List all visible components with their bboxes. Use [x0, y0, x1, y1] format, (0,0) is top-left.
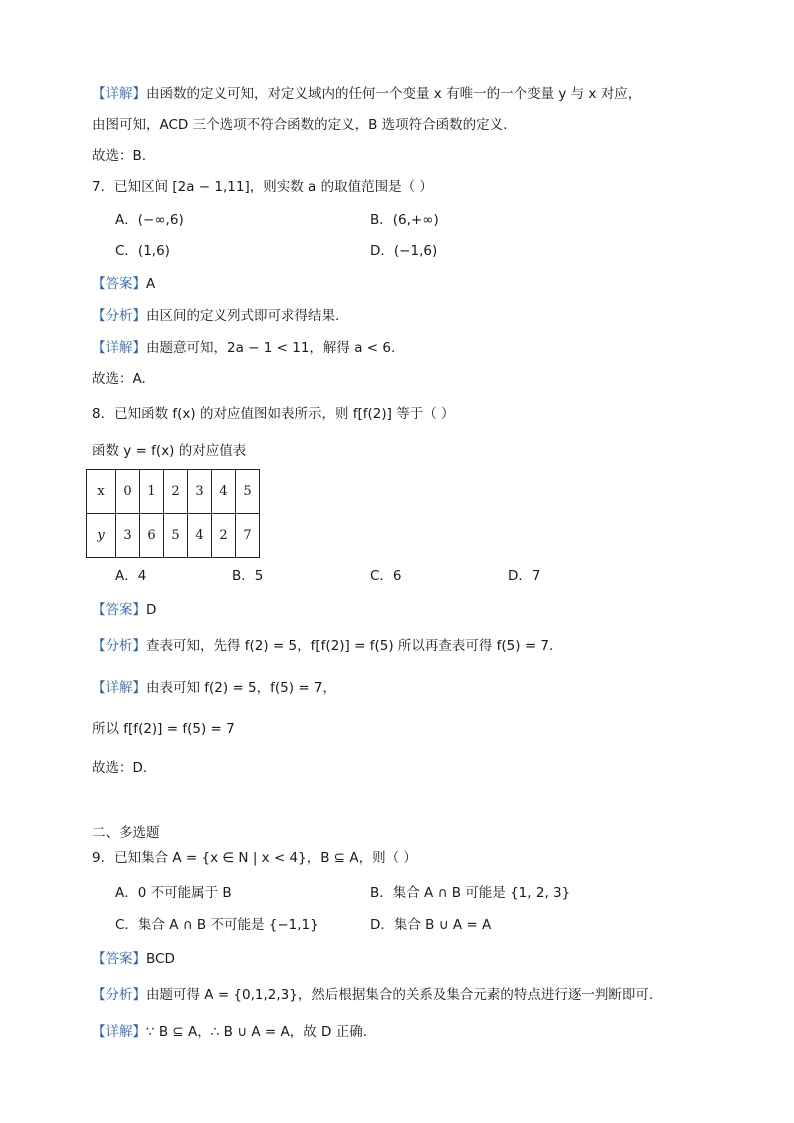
q7-answer: A [146, 276, 156, 292]
detail-tag: 【详解】 [92, 680, 146, 696]
q8-analysis: 查表可知，先得 f(2) = 5，f[f(2)] = f(5) 所以再查表可得 f(5) = 7. [146, 638, 554, 654]
choose-line: 故选：B. [92, 148, 147, 164]
q8-option-b: B．5 [232, 568, 264, 584]
q8-option-d: D．7 [508, 568, 541, 584]
table-cell: 4 [188, 514, 212, 558]
q8-choose: 故选：D. [92, 760, 148, 776]
q7-analysis: 由区间的定义列式即可求得结果. [146, 308, 340, 324]
table-row [87, 514, 260, 558]
q8-analysis-line [92, 636, 553, 656]
analysis-tag: 【分析】 [92, 308, 146, 324]
detail-tag: 【详解】 [92, 1024, 146, 1040]
q7-detail: 由题意可知，2a − 1 < 11，解得 a < 6. [146, 340, 396, 356]
q7-option-d: D．(−1,6) [370, 243, 438, 259]
q8-option-a: A．4 [115, 568, 147, 584]
table-header-x: x [87, 470, 116, 514]
q9-stem: 9．已知集合 A = {x ∈ N | x < 4}，B ⊆ A，则（ ） [92, 850, 417, 866]
q7-choose: 故选：A. [92, 371, 146, 387]
q9-option-d: D．集合 B ∪ A = A [370, 917, 492, 933]
answer-tag: 【答案】 [92, 951, 146, 967]
q9-analysis: 由题可得 A = {0,1,2,3}，然后根据集合的关系及集合元素的特点进行逐一判断即可. [146, 987, 654, 1003]
table-cell: 5 [164, 514, 188, 558]
q8-stem: 8．已知函数 f(x) 的对应值图如表所示，则 f[f(2)] 等于（ ） [92, 406, 455, 422]
value-table [86, 469, 260, 558]
section-title: 二、多选题 [92, 825, 160, 841]
q8-answer-line [92, 600, 156, 620]
q9-detail: ∵ B ⊆ A，∴ B ∪ A = A，故 D 正确. [146, 1024, 368, 1040]
answer-tag: 【答案】 [92, 602, 146, 618]
q8-table-caption: 函数 y = f(x) 的对应值表 [92, 443, 247, 459]
q7-answer-line [92, 274, 155, 294]
table-cell: 7 [236, 514, 260, 558]
q7-stem: 7．已知区间 [2a − 1,11]，则实数 a 的取值范围是（ ） [92, 179, 433, 195]
table-header-y: y [87, 514, 116, 558]
q7-detail-line [92, 338, 395, 358]
table-cell: 1 [140, 470, 164, 514]
q9-option-a: A．0 不可能属于 B [115, 885, 232, 901]
detail-line [92, 84, 641, 104]
table-cell: 0 [116, 470, 140, 514]
table-cell: 5 [236, 470, 260, 514]
table-cell: 2 [212, 514, 236, 558]
detail-text-continued: 由图可知，ACD 三个选项不符合函数的定义，B 选项符合函数的定义. [92, 117, 508, 133]
q8-detail-line [92, 678, 336, 698]
q8-detail: 由表可知 f(2) = 5，f(5) = 7， [146, 680, 337, 696]
q8-option-c: C．6 [370, 568, 402, 584]
q9-option-c: C．集合 A ∩ B 不可能是 {−1,1} [115, 917, 319, 933]
detail-text: 由函数的定义可知，对定义域内的任何一个变量 x 有唯一的一个变量 y 与 x 对应， [146, 86, 642, 102]
q9-answer-line [92, 949, 175, 969]
analysis-tag: 【分析】 [92, 987, 146, 1003]
q7-option-c: C．(1,6) [115, 243, 170, 259]
q7-analysis-line [92, 306, 339, 326]
detail-tag: 【详解】 [92, 86, 146, 102]
q7-option-a: A．(−∞,6) [115, 212, 184, 228]
table-cell: 3 [116, 514, 140, 558]
q9-option-b: B．集合 A ∩ B 可能是 {1, 2, 3} [370, 885, 571, 901]
q8-detail-continued: 所以 f[f(2)] = f(5) = 7 [92, 721, 235, 737]
table-cell: 3 [188, 470, 212, 514]
analysis-tag: 【分析】 [92, 638, 146, 654]
q9-analysis-line [92, 985, 653, 1005]
q8-answer: D [146, 602, 157, 618]
table-row [87, 470, 260, 514]
q9-detail-line [92, 1022, 367, 1042]
q7-option-b: B．(6,+∞) [370, 212, 439, 228]
answer-tag: 【答案】 [92, 276, 146, 292]
table-cell: 4 [212, 470, 236, 514]
q9-answer: BCD [146, 951, 175, 967]
table-cell: 6 [140, 514, 164, 558]
detail-tag: 【详解】 [92, 340, 146, 356]
table-cell: 2 [164, 470, 188, 514]
